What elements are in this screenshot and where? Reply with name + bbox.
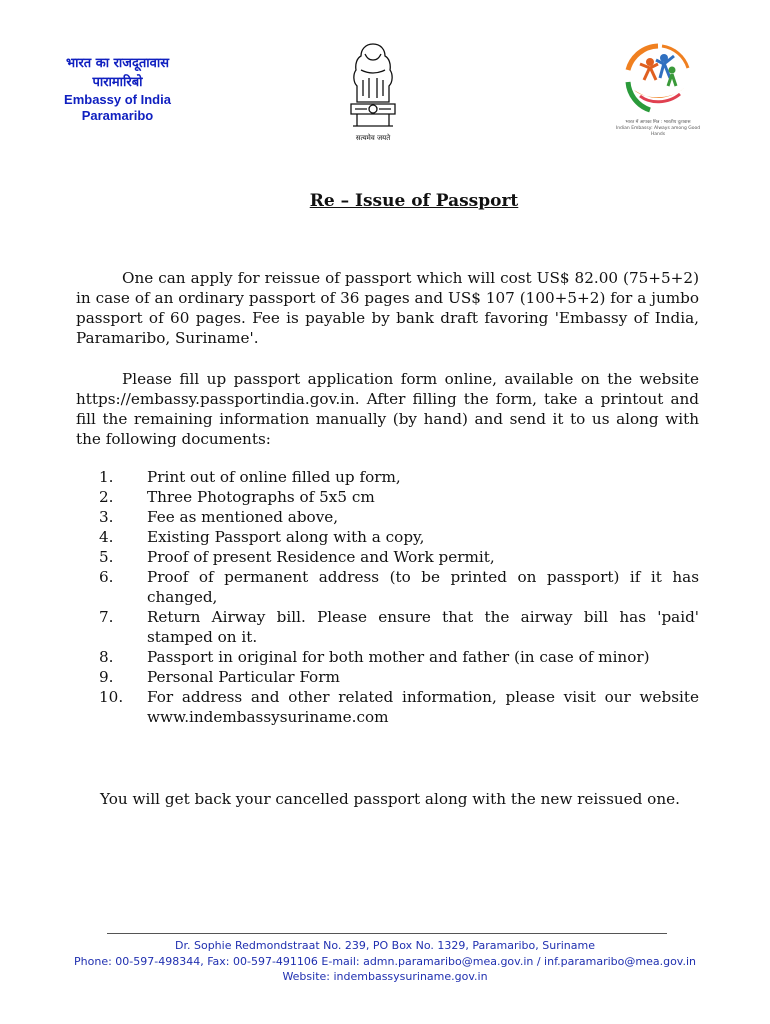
- list-item-text: Personal Particular Form: [147, 668, 340, 686]
- list-item: [76, 487, 699, 507]
- list-item: [76, 467, 699, 487]
- list-item-number: 3.: [99, 508, 114, 526]
- embassy-name-hindi: भारत का राजदूतावास: [65, 56, 170, 71]
- national-emblem: [328, 40, 418, 150]
- list-item: [76, 507, 699, 527]
- list-item-number: 5.: [99, 548, 114, 566]
- list-item-text: Return Airway bill. Please ensure that the airway bill has 'paid' stamped on it.: [147, 608, 699, 646]
- list-item: [76, 667, 699, 687]
- list-item: [76, 527, 699, 547]
- lion-capital-icon: [343, 40, 403, 132]
- list-item-text: Proof of present Residence and Work permit,: [147, 548, 495, 566]
- list-item-number: 2.: [99, 488, 114, 506]
- city-name-hindi: पारामारिबो: [92, 75, 143, 90]
- footer-address: Dr. Sophie Redmondstraat No. 239, PO Box No. 1329, Paramaribo, Suriname: [175, 939, 595, 952]
- list-item-text: Proof of permanent address (to be printed on passport) if it has changed,: [147, 568, 699, 606]
- list-item-number: 1.: [99, 468, 114, 486]
- logo-caption-english: Indian Embassy: Always among Good Hands: [615, 126, 701, 137]
- list-item: [76, 607, 699, 647]
- list-item-number: 6.: [99, 568, 114, 586]
- page-title: Re – Issue of Passport: [309, 191, 519, 211]
- logo-caption-hindi: भारत में आपका मित्र : भारतीय दूतावास: [625, 120, 691, 125]
- list-item-text: Existing Passport along with a copy,: [147, 528, 425, 546]
- hands-figures-logo-icon: [622, 42, 694, 116]
- required-documents-list: [76, 467, 699, 727]
- list-item: [76, 547, 699, 567]
- list-item-number: 8.: [99, 648, 114, 666]
- list-item-text: Fee as mentioned above,: [147, 508, 339, 526]
- list-item-text: For address and other related information, please visit our website www.indembassysuriname.com: [147, 688, 699, 726]
- footer-divider: [107, 933, 667, 934]
- closing-paragraph: You will get back your cancelled passport along with the new reissued one.: [100, 790, 680, 808]
- list-item-number: 10.: [99, 688, 124, 706]
- list-item-number: 4.: [99, 528, 114, 546]
- list-item-text: Print out of online filled up form,: [147, 468, 401, 486]
- embassy-header: [40, 54, 195, 124]
- footer: [0, 938, 770, 985]
- instructions-paragraph: Please fill up passport application form online, available on the website https://embassy.passportindia.gov.in. After filling the form, take a printout and fill the remaining information manually (by hand) and send it to us along with the following documents:: [76, 370, 699, 448]
- emblem-motto: सत्यमेव जयते: [355, 134, 391, 142]
- footer-contact: Phone: 00-597-498344, Fax: 00-597-491106 E-mail: admn.paramaribo@mea.gov.in / inf.paramaribo@mea.gov.in: [74, 954, 696, 968]
- embassy-logo: [612, 42, 704, 138]
- list-item-text: Three Photographs of 5x5 cm: [147, 488, 375, 506]
- city-name-english: Paramaribo: [81, 108, 154, 123]
- list-item: [76, 647, 699, 667]
- list-item: [76, 567, 699, 607]
- list-item-text: Passport in original for both mother and father (in case of minor): [147, 648, 650, 666]
- fee-paragraph: One can apply for reissue of passport which will cost US$ 82.00 (75+5+2) in case of an ordinary passport of 36 pages and US$ 107 (100+5+2) for a jumbo passport of 60 pages. Fee is payable by bank draft favoring 'Embassy of India, Paramaribo, Suriname'.: [76, 269, 699, 347]
- embassy-name-english: Embassy of India: [64, 92, 171, 107]
- footer-website: Website: indembassysuriname.gov.in: [282, 970, 488, 983]
- list-item: [76, 687, 699, 727]
- list-item-number: 7.: [99, 608, 114, 626]
- list-item-number: 9.: [99, 668, 114, 686]
